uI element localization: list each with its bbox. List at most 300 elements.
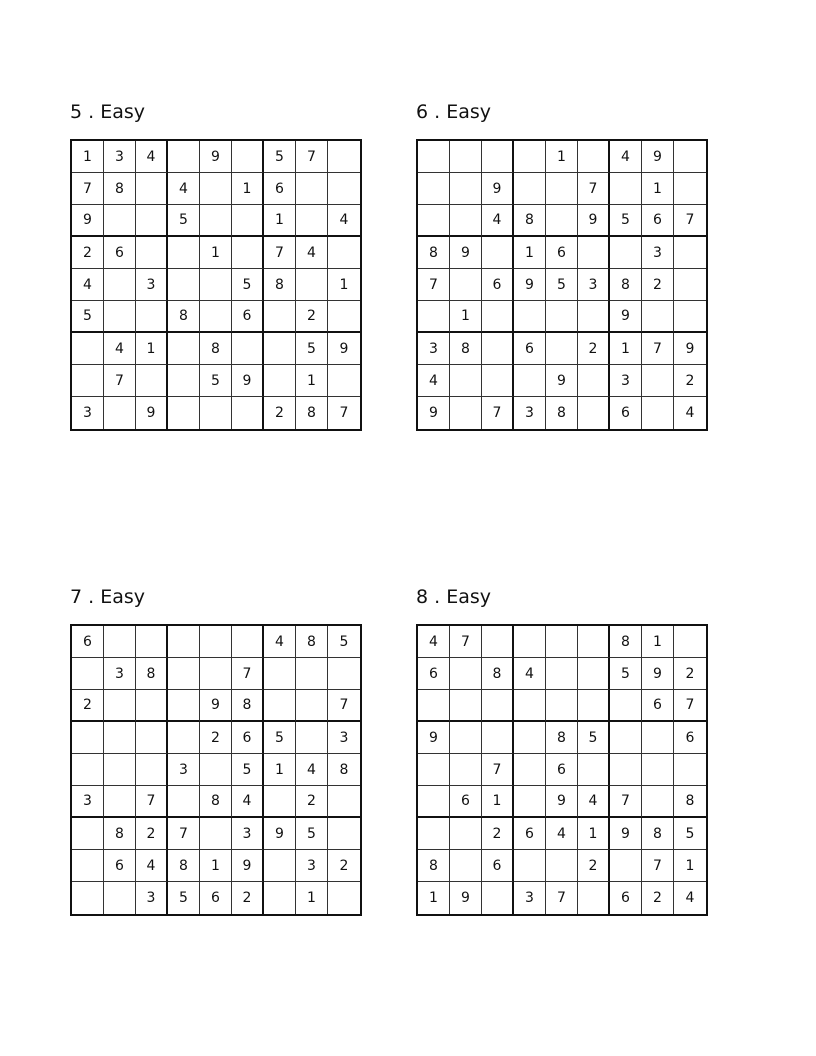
sudoku-cell: 6 bbox=[482, 269, 514, 301]
sudoku-cell: 1 bbox=[514, 237, 546, 269]
sudoku-cell bbox=[168, 626, 200, 658]
sudoku-cell bbox=[642, 397, 674, 429]
sudoku-cell: 7 bbox=[339, 405, 349, 421]
sudoku-cell: 5 bbox=[578, 722, 610, 754]
sudoku-cell bbox=[104, 882, 136, 914]
sudoku-cell: 8 bbox=[642, 818, 674, 850]
sudoku-cell bbox=[482, 365, 514, 397]
sudoku-cell bbox=[482, 882, 514, 914]
sudoku-grid bbox=[70, 624, 362, 916]
sudoku-cell bbox=[104, 301, 136, 333]
sudoku-cell: 3 bbox=[610, 365, 642, 397]
sudoku-cell: 3 bbox=[418, 333, 450, 365]
puzzle-title: 5 . Easy bbox=[70, 101, 145, 123]
sudoku-cell: 9 bbox=[610, 818, 642, 850]
sudoku-cell: 4 bbox=[296, 754, 328, 786]
sudoku-cell: 6 bbox=[418, 658, 450, 690]
sudoku-cell bbox=[546, 173, 578, 205]
sudoku-cell: 8 bbox=[610, 626, 642, 658]
sudoku-cell: 1 bbox=[418, 882, 450, 914]
sudoku-cell bbox=[104, 397, 136, 429]
sudoku-cell: 7 bbox=[610, 786, 642, 818]
sudoku-cell bbox=[418, 173, 450, 205]
sudoku-cell bbox=[514, 690, 546, 722]
sudoku-cell bbox=[674, 141, 706, 173]
sudoku-cell: 8 bbox=[264, 269, 296, 301]
sudoku-cell: 9 bbox=[642, 658, 674, 690]
sudoku-cell: 8 bbox=[328, 754, 360, 786]
sudoku-cell: 9 bbox=[232, 365, 264, 397]
sudoku-cell bbox=[296, 690, 328, 722]
sudoku-cell bbox=[514, 301, 546, 333]
sudoku-cell bbox=[546, 658, 578, 690]
sudoku-cell bbox=[610, 754, 642, 786]
sudoku-cell: 4 bbox=[264, 626, 296, 658]
sudoku-cell bbox=[674, 626, 706, 658]
sudoku-cell: 9 bbox=[264, 818, 296, 850]
sudoku-cell: 3 bbox=[136, 269, 168, 301]
sudoku-cell bbox=[136, 626, 168, 658]
sudoku-cell bbox=[72, 722, 104, 754]
sudoku-cell bbox=[232, 397, 264, 429]
sudoku-cell: 8 bbox=[610, 269, 642, 301]
sudoku-cell: 7 bbox=[418, 269, 450, 301]
sudoku-cell bbox=[450, 269, 482, 301]
sudoku-cell bbox=[264, 333, 296, 365]
sudoku-cell: 5 bbox=[232, 754, 264, 786]
sudoku-cell bbox=[674, 237, 706, 269]
sudoku-cell: 9 bbox=[514, 269, 546, 301]
sudoku-cell: 4 bbox=[482, 205, 514, 237]
sudoku-cell: 8 bbox=[546, 722, 578, 754]
sudoku-cell: 8 bbox=[200, 333, 232, 365]
sudoku-cell bbox=[578, 301, 610, 333]
sudoku-cell: 8 bbox=[168, 850, 200, 882]
sudoku-cell bbox=[674, 301, 706, 333]
sudoku-cell: 8 bbox=[136, 658, 168, 690]
sudoku-cell bbox=[674, 269, 706, 301]
sudoku-cell bbox=[104, 690, 136, 722]
sudoku-cell: 6 bbox=[482, 850, 514, 882]
sudoku-cell: 2 bbox=[136, 818, 168, 850]
sudoku-cell bbox=[482, 301, 514, 333]
sudoku-cell: 4 bbox=[685, 890, 695, 906]
sudoku-cell: 6 bbox=[514, 333, 546, 365]
sudoku-cell bbox=[104, 786, 136, 818]
sudoku-cell: 1 bbox=[578, 818, 610, 850]
sudoku-cell: 8 bbox=[168, 301, 200, 333]
sudoku-cell bbox=[296, 722, 328, 754]
sudoku-cell bbox=[642, 722, 674, 754]
sudoku-cell bbox=[136, 301, 168, 333]
sudoku-cell: 2 bbox=[578, 850, 610, 882]
sudoku-cell: 2 bbox=[200, 722, 232, 754]
sudoku-cell: 9 bbox=[136, 397, 168, 429]
sudoku-cell bbox=[482, 237, 514, 269]
sudoku-cell bbox=[578, 690, 610, 722]
sudoku-cell bbox=[546, 690, 578, 722]
sudoku-cell: 2 bbox=[642, 269, 674, 301]
sudoku-cell: 8 bbox=[104, 173, 136, 205]
sudoku-cell: 6 bbox=[674, 722, 706, 754]
sudoku-cell: 7 bbox=[642, 333, 674, 365]
sudoku-cell bbox=[482, 722, 514, 754]
sudoku-cell bbox=[482, 333, 514, 365]
sudoku-cell: 8 bbox=[482, 658, 514, 690]
sudoku-cell bbox=[264, 850, 296, 882]
sudoku-cell: 5 bbox=[168, 882, 200, 914]
sudoku-cell bbox=[450, 397, 482, 429]
sudoku-cell: 7 bbox=[546, 882, 578, 914]
sudoku-cell: 7 bbox=[168, 818, 200, 850]
sudoku-cell bbox=[264, 658, 296, 690]
sudoku-cell bbox=[450, 754, 482, 786]
sudoku-cell: 4 bbox=[328, 205, 360, 237]
sudoku-cell bbox=[200, 173, 232, 205]
sudoku-cell: 1 bbox=[200, 237, 232, 269]
sudoku-cell bbox=[168, 333, 200, 365]
sudoku-cell bbox=[578, 882, 610, 914]
sudoku-cell: 7 bbox=[482, 754, 514, 786]
sudoku-cell: 5 bbox=[168, 205, 200, 237]
sudoku-cell: 8 bbox=[296, 626, 328, 658]
sudoku-cell: 2 bbox=[264, 397, 296, 429]
sudoku-cell: 6 bbox=[450, 786, 482, 818]
sudoku-cell bbox=[232, 141, 264, 173]
sudoku-cell: 2 bbox=[72, 690, 104, 722]
sudoku-cell: 4 bbox=[168, 173, 200, 205]
sudoku-cell bbox=[482, 690, 514, 722]
sudoku-cell: 1 bbox=[200, 850, 232, 882]
sudoku-cell: 7 bbox=[104, 365, 136, 397]
sudoku-cell bbox=[328, 237, 360, 269]
sudoku-cell: 2 bbox=[296, 301, 328, 333]
sudoku-cell bbox=[104, 626, 136, 658]
sudoku-cell bbox=[328, 365, 360, 397]
sudoku-cell: 9 bbox=[578, 205, 610, 237]
sudoku-cell: 8 bbox=[200, 786, 232, 818]
sudoku-cell bbox=[200, 626, 232, 658]
sudoku-cell bbox=[546, 850, 578, 882]
sudoku-cell bbox=[578, 141, 610, 173]
sudoku-cell bbox=[328, 141, 360, 173]
sudoku-cell: 6 bbox=[264, 173, 296, 205]
sudoku-cell: 8 bbox=[418, 850, 450, 882]
sudoku-cell bbox=[200, 818, 232, 850]
sudoku-cell: 2 bbox=[72, 237, 104, 269]
sudoku-cell: 4 bbox=[72, 269, 104, 301]
sudoku-cell bbox=[328, 173, 360, 205]
sudoku-cell: 2 bbox=[578, 333, 610, 365]
sudoku-cell: 4 bbox=[610, 141, 642, 173]
sudoku-cell: 4 bbox=[514, 658, 546, 690]
sudoku-cell: 8 bbox=[232, 690, 264, 722]
sudoku-cell: 6 bbox=[200, 882, 232, 914]
sudoku-cell: 3 bbox=[104, 141, 136, 173]
sudoku-cell bbox=[168, 786, 200, 818]
sudoku-cell: 3 bbox=[328, 722, 360, 754]
sudoku-cell: 6 bbox=[104, 850, 136, 882]
sudoku-cell bbox=[168, 365, 200, 397]
sudoku-cell: 6 bbox=[232, 301, 264, 333]
sudoku-cell bbox=[514, 786, 546, 818]
sudoku-cell: 8 bbox=[546, 397, 578, 429]
sudoku-cell bbox=[514, 141, 546, 173]
sudoku-cell: 7 bbox=[674, 205, 706, 237]
sudoku-cell: 4 bbox=[136, 141, 168, 173]
sudoku-cell bbox=[232, 237, 264, 269]
sudoku-cell: 8 bbox=[418, 237, 450, 269]
sudoku-grid bbox=[416, 624, 708, 916]
sudoku-grid bbox=[416, 139, 708, 431]
sudoku-cell: 1 bbox=[642, 626, 674, 658]
sudoku-cell: 1 bbox=[264, 754, 296, 786]
sudoku-cell: 9 bbox=[72, 205, 104, 237]
sudoku-cell: 1 bbox=[610, 333, 642, 365]
sudoku-cell bbox=[450, 365, 482, 397]
sudoku-cell: 3 bbox=[72, 786, 104, 818]
sudoku-cell bbox=[264, 365, 296, 397]
sudoku-cell: 9 bbox=[232, 850, 264, 882]
sudoku-cell bbox=[578, 365, 610, 397]
sudoku-cell bbox=[264, 786, 296, 818]
sudoku-cell bbox=[418, 301, 450, 333]
sudoku-cell: 9 bbox=[450, 882, 482, 914]
sudoku-cell: 9 bbox=[610, 301, 642, 333]
sudoku-cell bbox=[450, 690, 482, 722]
sudoku-cell: 3 bbox=[642, 237, 674, 269]
sudoku-cell bbox=[104, 205, 136, 237]
sudoku-cell bbox=[168, 237, 200, 269]
sudoku-cell bbox=[578, 658, 610, 690]
sudoku-cell: 3 bbox=[168, 754, 200, 786]
sudoku-cell bbox=[642, 365, 674, 397]
sudoku-cell bbox=[328, 786, 360, 818]
sudoku-cell: 5 bbox=[610, 205, 642, 237]
sudoku-cell bbox=[264, 301, 296, 333]
sudoku-cell: 8 bbox=[450, 333, 482, 365]
sudoku-cell bbox=[296, 658, 328, 690]
sudoku-cell: 8 bbox=[104, 818, 136, 850]
sudoku-cell: 6 bbox=[546, 754, 578, 786]
sudoku-cell: 9 bbox=[450, 237, 482, 269]
sudoku-cell: 1 bbox=[264, 205, 296, 237]
sudoku-cell bbox=[578, 237, 610, 269]
sudoku-cell: 1 bbox=[72, 141, 104, 173]
sudoku-cell: 4 bbox=[296, 237, 328, 269]
sudoku-cell: 5 bbox=[200, 365, 232, 397]
sudoku-cell bbox=[104, 754, 136, 786]
sudoku-cell bbox=[200, 301, 232, 333]
sudoku-cell: 6 bbox=[642, 690, 674, 722]
sudoku-cell bbox=[546, 626, 578, 658]
sudoku-cell: 5 bbox=[296, 333, 328, 365]
sudoku-cell: 1 bbox=[674, 850, 706, 882]
sudoku-cell bbox=[514, 365, 546, 397]
sudoku-cell: 5 bbox=[72, 301, 104, 333]
sudoku-cell bbox=[72, 882, 104, 914]
sudoku-cell: 9 bbox=[200, 141, 232, 173]
sudoku-cell: 7 bbox=[450, 626, 482, 658]
sudoku-cell: 1 bbox=[328, 269, 360, 301]
sudoku-cell bbox=[642, 301, 674, 333]
sudoku-cell: 8 bbox=[674, 786, 706, 818]
sudoku-cell: 6 bbox=[104, 237, 136, 269]
sudoku-cell bbox=[168, 397, 200, 429]
sudoku-cell: 5 bbox=[264, 141, 296, 173]
sudoku-cell bbox=[296, 205, 328, 237]
sudoku-cell: 9 bbox=[546, 786, 578, 818]
sudoku-cell: 6 bbox=[514, 818, 546, 850]
sudoku-cell bbox=[674, 754, 706, 786]
sudoku-cell bbox=[200, 658, 232, 690]
sudoku-cell bbox=[328, 818, 360, 850]
sudoku-cell: 6 bbox=[546, 237, 578, 269]
sudoku-cell bbox=[610, 690, 642, 722]
sudoku-cell bbox=[674, 173, 706, 205]
sudoku-cell bbox=[232, 205, 264, 237]
sudoku-cell bbox=[104, 722, 136, 754]
puzzle-title: 6 . Easy bbox=[416, 101, 491, 123]
sudoku-cell bbox=[546, 333, 578, 365]
sudoku-cell bbox=[168, 722, 200, 754]
sudoku-cell: 1 bbox=[642, 173, 674, 205]
sudoku-cell: 3 bbox=[136, 882, 168, 914]
sudoku-cell: 1 bbox=[136, 333, 168, 365]
sudoku-cell bbox=[136, 205, 168, 237]
sudoku-cell bbox=[450, 173, 482, 205]
sudoku-cell: 1 bbox=[296, 365, 328, 397]
sudoku-cell: 9 bbox=[418, 397, 450, 429]
sudoku-cell bbox=[72, 754, 104, 786]
sudoku-cell: 6 bbox=[610, 882, 642, 914]
sudoku-cell bbox=[418, 141, 450, 173]
sudoku-cell: 3 bbox=[72, 397, 104, 429]
sudoku-cell: 5 bbox=[328, 626, 360, 658]
sudoku-cell: 3 bbox=[514, 397, 546, 429]
sudoku-cell bbox=[578, 754, 610, 786]
sudoku-cell bbox=[450, 818, 482, 850]
sudoku-cell bbox=[578, 397, 610, 429]
sudoku-cell: 7 bbox=[72, 173, 104, 205]
sudoku-cell bbox=[610, 237, 642, 269]
sudoku-cell: 3 bbox=[578, 269, 610, 301]
sudoku-cell: 1 bbox=[546, 141, 578, 173]
sudoku-cell: 8 bbox=[514, 205, 546, 237]
sudoku-cell: 7 bbox=[232, 658, 264, 690]
sudoku-cell bbox=[296, 173, 328, 205]
sudoku-cell: 4 bbox=[104, 333, 136, 365]
sudoku-cell bbox=[450, 722, 482, 754]
sudoku-cell: 4 bbox=[546, 818, 578, 850]
sudoku-cell: 6 bbox=[642, 205, 674, 237]
puzzle-title: 7 . Easy bbox=[70, 586, 145, 608]
sudoku-cell: 9 bbox=[546, 365, 578, 397]
sudoku-cell bbox=[200, 269, 232, 301]
sudoku-cell: 7 bbox=[296, 141, 328, 173]
sudoku-cell bbox=[200, 397, 232, 429]
sudoku-cell bbox=[328, 882, 360, 914]
sudoku-cell bbox=[514, 173, 546, 205]
sudoku-cell bbox=[168, 269, 200, 301]
sudoku-cell: 2 bbox=[674, 365, 706, 397]
sudoku-cell bbox=[200, 205, 232, 237]
sudoku-cell bbox=[136, 722, 168, 754]
sudoku-cell bbox=[514, 626, 546, 658]
sudoku-cell bbox=[136, 237, 168, 269]
sudoku-cell bbox=[136, 754, 168, 786]
sudoku-cell bbox=[264, 690, 296, 722]
sudoku-cell bbox=[136, 690, 168, 722]
sudoku-cell bbox=[136, 365, 168, 397]
sudoku-cell bbox=[514, 722, 546, 754]
sudoku-cell: 6 bbox=[72, 626, 104, 658]
sudoku-cell bbox=[578, 626, 610, 658]
sudoku-cell: 4 bbox=[578, 786, 610, 818]
sudoku-cell bbox=[482, 141, 514, 173]
sudoku-cell: 5 bbox=[296, 818, 328, 850]
sudoku-cell bbox=[418, 818, 450, 850]
sudoku-cell: 3 bbox=[296, 850, 328, 882]
sudoku-cell bbox=[72, 850, 104, 882]
sudoku-cell bbox=[104, 269, 136, 301]
sudoku-cell bbox=[642, 754, 674, 786]
sudoku-cell: 3 bbox=[514, 882, 546, 914]
sudoku-cell: 1 bbox=[450, 301, 482, 333]
sudoku-cell bbox=[610, 173, 642, 205]
sudoku-cell: 9 bbox=[482, 173, 514, 205]
sudoku-cell: 3 bbox=[104, 658, 136, 690]
sudoku-cell: 2 bbox=[674, 658, 706, 690]
sudoku-cell: 4 bbox=[685, 405, 695, 421]
sudoku-cell: 7 bbox=[136, 786, 168, 818]
sudoku-cell bbox=[418, 754, 450, 786]
sudoku-cell: 4 bbox=[418, 626, 450, 658]
sudoku-cell bbox=[264, 882, 296, 914]
sudoku-cell: 7 bbox=[642, 850, 674, 882]
sudoku-cell: 2 bbox=[328, 850, 360, 882]
sudoku-cell: 6 bbox=[232, 722, 264, 754]
sudoku-cell: 1 bbox=[232, 173, 264, 205]
sudoku-cell: 1 bbox=[296, 882, 328, 914]
sudoku-cell bbox=[136, 173, 168, 205]
sudoku-cell: 5 bbox=[674, 818, 706, 850]
sudoku-cell: 4 bbox=[136, 850, 168, 882]
sudoku-cell bbox=[546, 205, 578, 237]
sudoku-cell: 8 bbox=[296, 397, 328, 429]
sudoku-cell: 3 bbox=[232, 818, 264, 850]
sudoku-cell: 5 bbox=[264, 722, 296, 754]
sudoku-cell bbox=[168, 658, 200, 690]
sudoku-cell bbox=[450, 850, 482, 882]
sudoku-cell: 7 bbox=[264, 237, 296, 269]
sudoku-cell bbox=[546, 301, 578, 333]
sudoku-cell bbox=[72, 333, 104, 365]
sudoku-cell: 4 bbox=[232, 786, 264, 818]
sudoku-cell bbox=[418, 205, 450, 237]
sudoku-cell bbox=[450, 205, 482, 237]
sudoku-cell: 7 bbox=[578, 173, 610, 205]
sudoku-cell: 2 bbox=[296, 786, 328, 818]
sudoku-cell: 5 bbox=[610, 658, 642, 690]
sudoku-cell bbox=[328, 301, 360, 333]
sudoku-cell: 2 bbox=[642, 882, 674, 914]
sudoku-cell: 7 bbox=[482, 397, 514, 429]
sudoku-cell bbox=[168, 141, 200, 173]
sudoku-cell bbox=[232, 333, 264, 365]
sudoku-cell bbox=[450, 141, 482, 173]
sudoku-cell bbox=[232, 626, 264, 658]
